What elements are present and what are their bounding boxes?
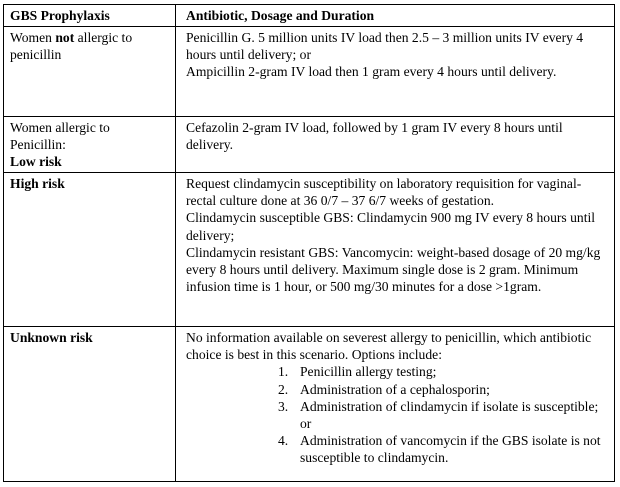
table-row-not-allergic [4,27,614,117]
list-item [278,363,608,380]
list-item-text: Administration of a cephalosporin; [300,381,490,397]
regimen-intro: No information available on severest allergy to penicillin, which antibiotic choice is best in this scenario. Options include: [186,330,592,363]
table-row-unknown-risk [4,327,614,482]
table-header-row [4,5,614,27]
list-item-text: Penicillin allergy testing; [300,364,437,380]
regimen-line: Cefazolin 2-gram IV load, followed by 1 gram IV every 8 hours until delivery. [186,120,563,153]
regimen-line: Ampicillin 2-gram IV load then 1 gram every 4 hours until delivery. [186,64,557,80]
list-number: 2. [278,381,289,397]
row-label-unknown-risk [4,327,176,482]
regimen-cell-low-risk [176,117,614,172]
list-number: 3. [278,398,289,414]
row-label-emphasis: Unknown risk [10,330,93,345]
list-number: 4. [278,433,289,449]
list-item-text: Administration of vancomycin if the GBS isolate is not susceptible to clindamycin. [300,433,601,466]
list-item-text: Administration of clindamycin if isolate is susceptible; or [300,398,599,432]
list-item [278,381,608,398]
options-list [186,363,608,466]
row-label-text: allergic to penicillin [10,30,133,63]
regimen-cell-not-allergic [176,27,614,116]
row-label-text: Women [10,30,56,45]
regimen-cell-unknown-risk [176,327,614,482]
header-cell-prophylaxis: GBS Prophylaxis [4,5,176,26]
row-label-emphasis: High risk [10,176,65,191]
header-cell-antibiotic: Antibiotic, Dosage and Duration [186,8,375,23]
row-label-text: Women allergic to Penicillin: [10,120,110,153]
row-label-high-risk [4,173,176,326]
regimen-line: Penicillin G. 5 million units IV load then 2.5 – 3 million units IV every 4 hours until delivery; or [186,30,584,63]
list-item [278,432,608,466]
table-row-high-risk [4,173,614,327]
gbs-prophylaxis-table [3,4,615,482]
regimen-line: Clindamycin resistant GBS: Vancomycin: weight-based dosage of 20 mg/kg every 8 hours until delivery. Maximum single dose is 2 gram. Minimum infusion time is 1 hour, or 500 mg/30 minutes for a dose >1gram. [186,244,601,295]
row-label-emphasis: not [55,30,75,45]
table-row-low-risk [4,117,614,173]
row-label-not-allergic [4,27,176,116]
regimen-cell-high-risk [176,173,614,326]
list-number: 1. [278,364,289,380]
row-label-low-risk [4,117,176,172]
regimen-line: Clindamycin susceptible GBS: Clindamycin 900 mg IV every 8 hours until delivery; [186,210,596,243]
regimen-line: Request clindamycin susceptibility on laboratory requisition for vaginal-rectal culture done at 36 0/7 – 37 6/7 weeks of gestation. [186,176,582,209]
row-label-emphasis: Low risk [10,154,62,170]
list-item [278,398,608,432]
